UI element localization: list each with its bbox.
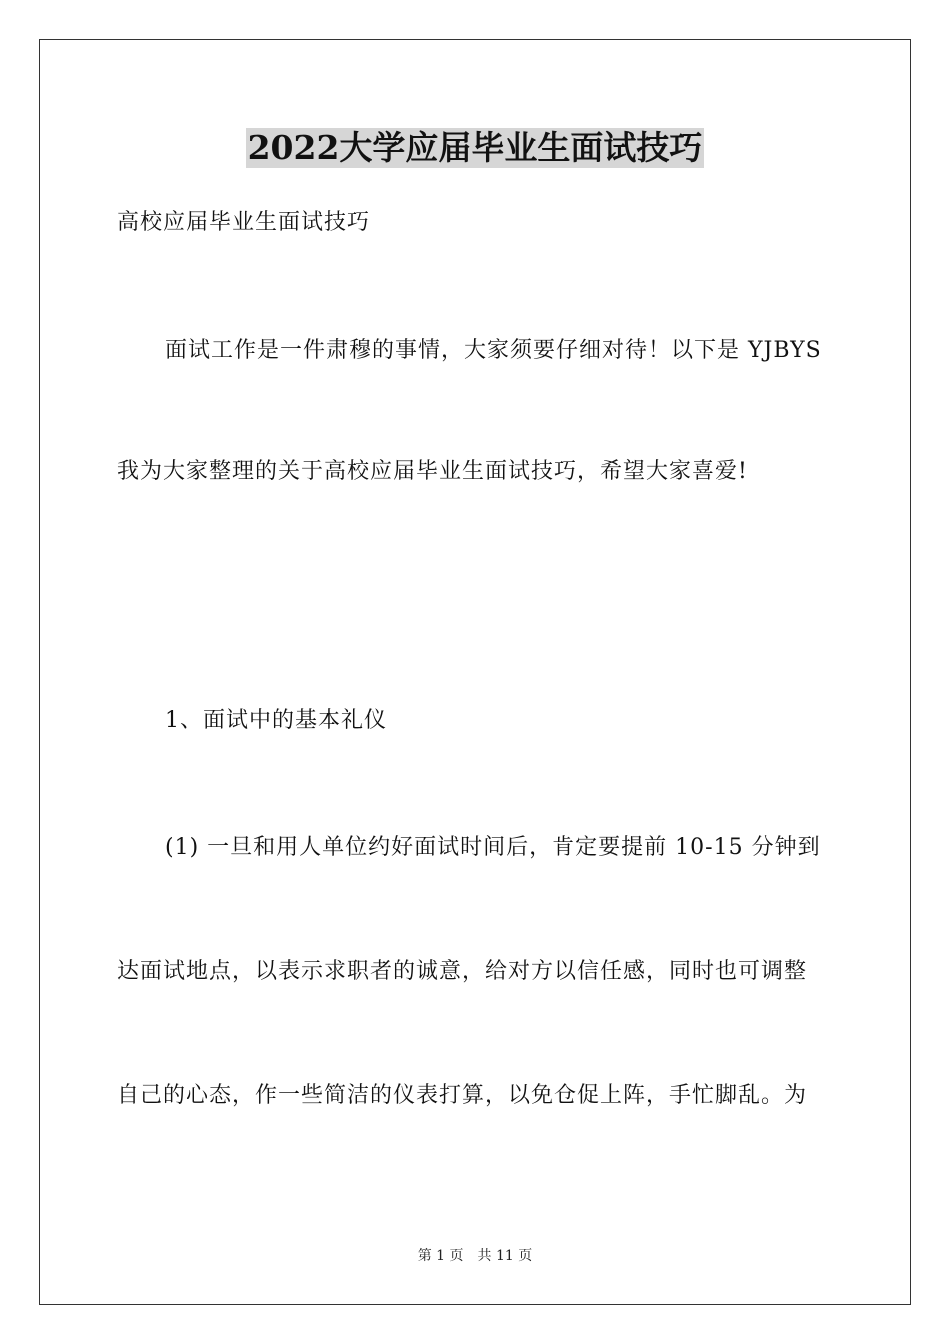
paragraph-line: 我为大家整理的关于高校应届毕业生面试技巧，希望大家喜爱! <box>117 459 748 484</box>
paragraph-line: 达面试地点，以表示求职者的诚意，给对方以信任感，同时也可调整 <box>117 959 808 984</box>
paragraph-line: 面试工作是一件肃穆的事情，大家须要仔细对待！以下是 YJBYS <box>165 338 822 363</box>
subtitle-line: 高校应届毕业生面试技巧 <box>117 210 371 235</box>
document-title: 2022大学应届毕业生面试技巧 <box>247 128 703 167</box>
paragraph-line: 自己的心态，作一些简洁的仪表打算，以免仓促上阵，手忙脚乱。为 <box>117 1083 808 1108</box>
page-footer: 第 1 页 共 11 页 <box>417 1248 533 1264</box>
paragraph-line: (1) 一旦和用人单位约好面试时间后，肯定要提前 10-15 分钟到 <box>165 835 821 860</box>
title-container <box>0 128 950 168</box>
section-heading: 1、面试中的基本礼仪 <box>165 708 387 733</box>
